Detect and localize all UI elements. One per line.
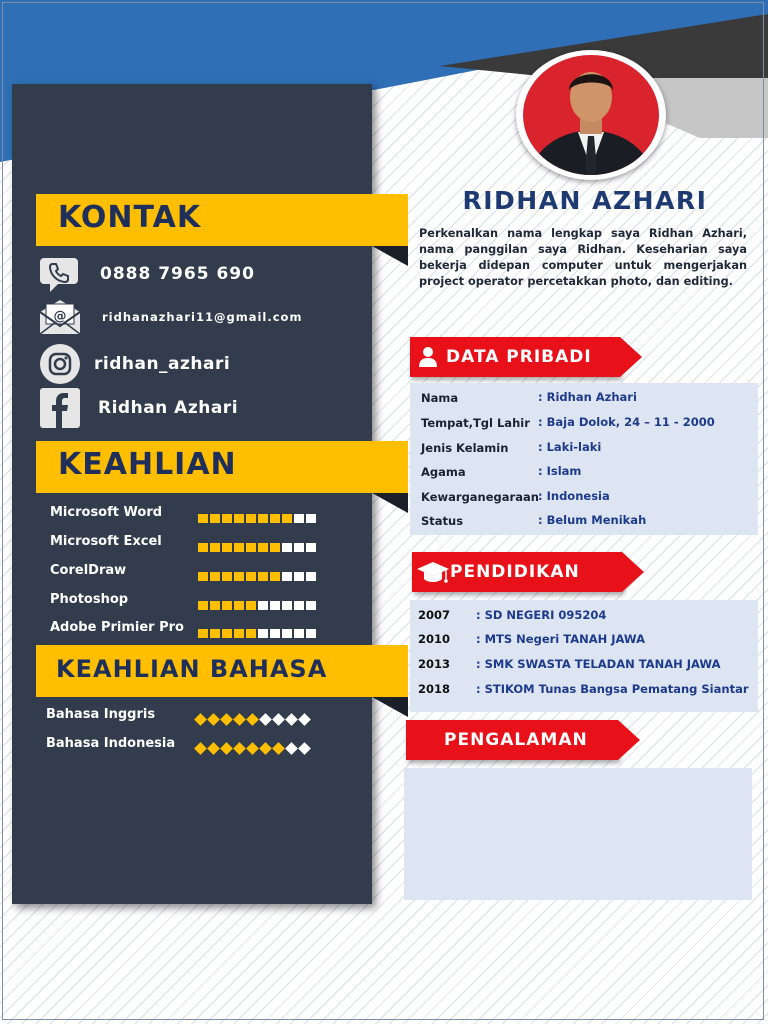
phone-icon	[38, 254, 80, 294]
rating-box-empty	[270, 629, 280, 638]
rating-box-filled	[246, 543, 256, 552]
rating-box-empty	[294, 543, 304, 552]
rating-box-filled	[198, 629, 208, 638]
personal-field-value: : Laki-laki	[538, 440, 602, 454]
rating-box-filled	[210, 514, 220, 523]
experience-tag	[406, 720, 618, 760]
rating-box-empty	[270, 601, 280, 610]
svg-text:@: @	[53, 309, 67, 324]
skill-rating	[198, 543, 316, 552]
rating-box-empty	[282, 543, 292, 552]
rating-diamond-empty	[298, 713, 311, 726]
facebook-row	[38, 388, 238, 428]
language-name: Bahasa Inggris	[46, 707, 156, 722]
rating-box-filled	[270, 572, 280, 581]
email-address: ridhanazhari11@gmail.com	[102, 310, 303, 324]
rating-box-empty	[282, 629, 292, 638]
personal-field-label: Kewarganegaraan	[421, 490, 539, 504]
education-year: 2007	[418, 608, 451, 622]
graduation-cap-icon	[416, 560, 450, 586]
rating-box-empty	[306, 572, 316, 581]
personal-field-label: Agama	[421, 465, 466, 479]
ribbon-fold	[372, 697, 408, 717]
rating-diamond-filled	[246, 742, 259, 755]
contact-heading: KONTAK	[58, 200, 202, 235]
rating-diamond-filled	[194, 742, 207, 755]
language-name: Bahasa Indonesia	[46, 736, 176, 751]
profile-photo	[516, 50, 666, 180]
rating-box-filled	[258, 543, 268, 552]
rating-box-filled	[258, 572, 268, 581]
education-year: 2013	[418, 657, 451, 671]
languages-section-bar	[36, 645, 408, 697]
rating-diamond-filled	[233, 713, 246, 726]
rating-box-empty	[306, 543, 316, 552]
education-year: 2018	[418, 682, 451, 696]
rating-box-filled	[222, 514, 232, 523]
education-year: 2010	[418, 632, 451, 646]
rating-box-filled	[198, 514, 208, 523]
rating-diamond-filled	[194, 713, 207, 726]
rating-box-filled	[246, 572, 256, 581]
email-row	[38, 298, 302, 336]
tag-arrow	[622, 552, 644, 592]
rating-box-filled	[234, 629, 244, 638]
rating-box-empty	[306, 601, 316, 610]
personal-data-heading: DATA PRIBADI	[446, 347, 592, 367]
education-heading: PENDIDIKAN	[450, 562, 580, 582]
skill-name: Microsoft Word	[50, 505, 163, 520]
personal-field-value: : Ridhan Azhari	[538, 390, 637, 404]
instagram-handle: ridhan_azhari	[94, 354, 231, 374]
ribbon-fold	[372, 493, 408, 513]
skill-name: Photoshop	[50, 592, 129, 607]
skill-rating	[198, 572, 316, 581]
rating-box-filled	[258, 514, 268, 523]
rating-box-filled	[198, 572, 208, 581]
rating-box-empty	[258, 601, 268, 610]
rating-box-empty	[306, 629, 316, 638]
rating-box-filled	[246, 514, 256, 523]
facebook-name: Ridhan Azhari	[98, 398, 239, 418]
rating-box-filled	[210, 601, 220, 610]
rating-box-empty	[294, 572, 304, 581]
phone-number: 0888 7965 690	[100, 264, 255, 284]
tag-arrow	[618, 720, 640, 760]
rating-diamond-filled	[220, 742, 233, 755]
rating-box-filled	[210, 543, 220, 552]
rating-diamond-empty	[298, 742, 311, 755]
rating-diamond-filled	[259, 742, 272, 755]
rating-diamond-filled	[272, 742, 285, 755]
rating-box-filled	[210, 629, 220, 638]
skill-name: Adobe Primier Pro	[50, 620, 184, 635]
personal-field-value: : Indonesia	[538, 489, 610, 503]
rating-box-filled	[270, 543, 280, 552]
rating-box-filled	[234, 514, 244, 523]
rating-box-filled	[234, 572, 244, 581]
personal-field-value: : Belum Menikah	[538, 513, 647, 527]
rating-box-empty	[282, 601, 292, 610]
personal-field-label: Jenis Kelamin	[421, 441, 509, 455]
email-icon	[38, 298, 82, 336]
rating-box-empty	[294, 514, 304, 523]
rating-box-filled	[234, 543, 244, 552]
rating-box-filled	[198, 543, 208, 552]
rating-diamond-filled	[233, 742, 246, 755]
education-school: : SMK SWASTA TELADAN TANAH JAWA	[476, 657, 721, 671]
ribbon-fold	[372, 246, 408, 266]
rating-diamond-filled	[207, 713, 220, 726]
rating-box-filled	[234, 601, 244, 610]
personal-field-label: Status	[421, 514, 464, 528]
personal-field-label: Tempat,Tgl Lahir	[421, 416, 530, 430]
avatar-icon	[516, 50, 666, 180]
rating-box-empty	[282, 572, 292, 581]
phone-row	[38, 254, 255, 294]
rating-box-filled	[222, 601, 232, 610]
education-tag	[412, 552, 622, 592]
rating-diamond-empty	[285, 742, 298, 755]
rating-box-filled	[198, 601, 208, 610]
languages-heading: KEAHLIAN BAHASA	[56, 655, 328, 683]
rating-box-filled	[246, 601, 256, 610]
skills-heading: KEAHLIAN	[58, 447, 237, 482]
intro-paragraph: Perkenalkan nama lengkap saya Ridhan Azhari, nama panggilan saya Ridhan. Keseharian saya bekerja didepan computer untuk mengerjakan project operator percetakkan photo, dan editing.	[419, 227, 747, 288]
personal-data-tag	[410, 337, 620, 377]
rating-box-empty	[294, 629, 304, 638]
education-school: : MTS Negeri TANAH JAWA	[476, 632, 645, 646]
facebook-icon	[38, 388, 82, 428]
personal-field-value: : Islam	[538, 464, 582, 478]
rating-diamond-empty	[272, 713, 285, 726]
skill-name: CorelDraw	[50, 563, 127, 578]
personal-field-value: : Baja Dolok, 24 – 11 - 2000	[538, 415, 715, 429]
rating-box-empty	[258, 629, 268, 638]
personal-field-label: Nama	[421, 391, 459, 405]
tag-arrow	[620, 337, 642, 377]
rating-box-empty	[294, 601, 304, 610]
rating-box-filled	[222, 572, 232, 581]
rating-diamond-filled	[207, 742, 220, 755]
rating-diamond-filled	[246, 713, 259, 726]
rating-box-filled	[222, 543, 232, 552]
rating-box-filled	[270, 514, 280, 523]
rating-box-filled	[210, 572, 220, 581]
language-rating	[196, 715, 309, 724]
rating-box-filled	[222, 629, 232, 638]
rating-diamond-empty	[259, 713, 272, 726]
rating-box-filled	[246, 629, 256, 638]
rating-diamond-filled	[220, 713, 233, 726]
skill-rating	[198, 629, 316, 638]
rating-box-empty	[306, 514, 316, 523]
full-name: RIDHAN AZHARI	[462, 186, 708, 215]
education-school: : STIKOM Tunas Bangsa Pematang Siantar	[476, 682, 749, 696]
skill-rating	[198, 514, 316, 523]
education-school: : SD NEGERI 095204	[476, 608, 607, 622]
skills-section-bar	[36, 441, 408, 493]
experience-panel	[404, 768, 752, 900]
skill-rating	[198, 601, 316, 610]
rating-diamond-empty	[285, 713, 298, 726]
language-rating	[196, 744, 309, 753]
instagram-icon	[38, 344, 82, 384]
rating-box-filled	[282, 514, 292, 523]
contact-section-bar	[36, 194, 408, 246]
person-icon	[418, 346, 438, 368]
instagram-row	[38, 344, 230, 384]
experience-heading: PENGALAMAN	[444, 730, 588, 750]
skill-name: Microsoft Excel	[50, 534, 162, 549]
